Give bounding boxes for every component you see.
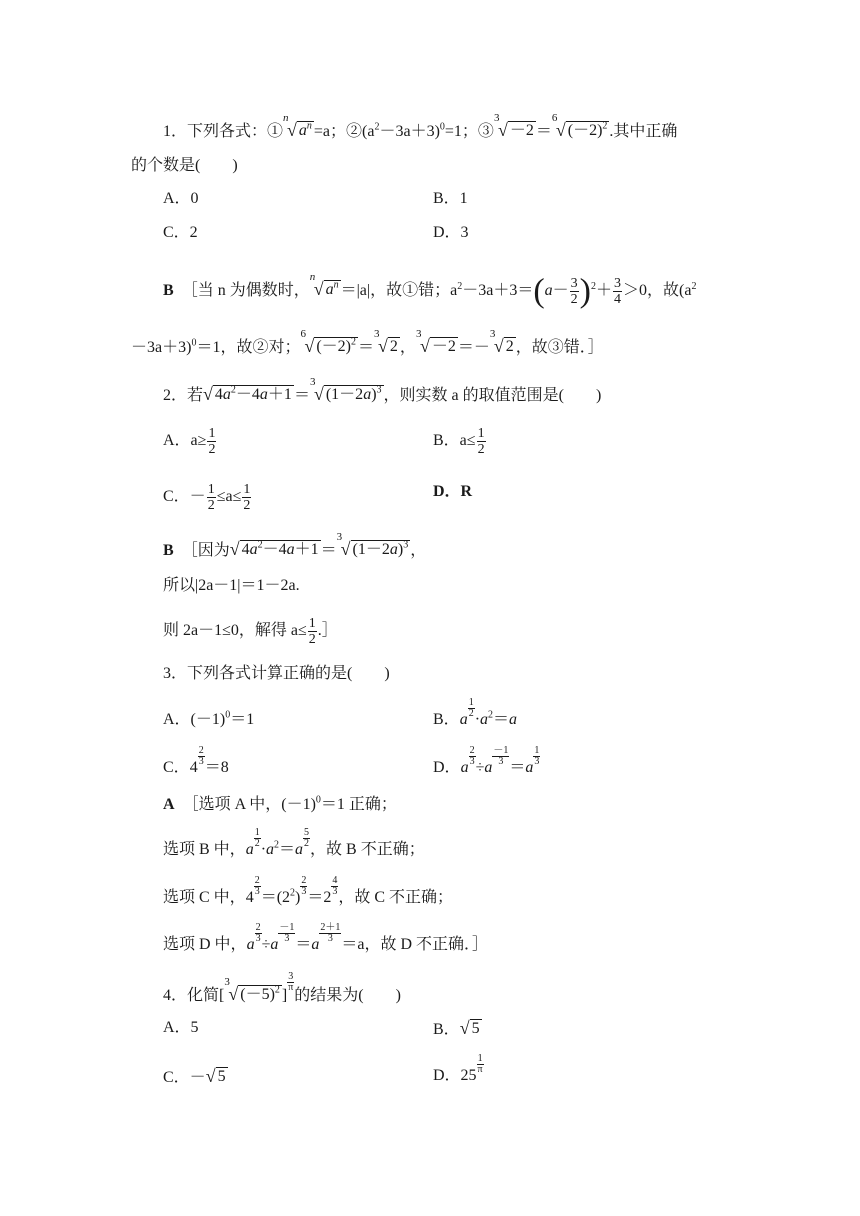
q3-stem: 3．下列各式计算正确的是( ) (163, 665, 390, 682)
q1-option-b: B．1 (433, 190, 468, 207)
q3-option-b: B．a $\frac{1}{2}$ $\cdot a^2=a$ (433, 697, 518, 728)
q3-answer-line4: 选项 D 中，a $\frac{2}{3}$ ÷a $\frac{-1}{3}$ ＝a $\frac{2+1}{3}$ ＝a，故 D 不正确．］ (163, 922, 489, 953)
q3-option-d: D．a $\frac{2}{3}$ ÷a $\frac{-1}{3}$ ＝a $\frac{1}{3}$ (433, 745, 540, 776)
q2-answer-line1: B ［因为 √ $4a^2-4a+1$ ＝ 3 √ $(1-2a)^3$ ， (163, 531, 427, 559)
q1-answer-line2: －3a＋3)$^0$＝1，故②对； 6 √ $(-2)^2$ ＝ 3 √ 2 ， 3 √ －2 ＝－ 3 √ 2 ，故③错．］ (131, 328, 604, 356)
q2-option-d: D．R (433, 483, 473, 500)
q1-stem-line2: 的个数是( ) (131, 157, 238, 174)
q4-option-a: A．5 (163, 1019, 199, 1036)
q2-answer-line3: 则 2a－1≤0，解得 a≤ $\frac{1}{2}$ .］ (163, 616, 338, 647)
q2-stem: 2．若 √ $4a^2-4a+1$ ＝ 3 √ $(1-2a)^3$ ，则实数 a 的取值范围是( ) (163, 376, 602, 404)
q2-answer-letter: B (163, 542, 174, 559)
q3-option-c: C．4 $\frac{2}{3}$ ＝8 (163, 745, 229, 776)
q1-option-a: A．0 (163, 190, 199, 207)
q1-option-c: C．2 (163, 224, 198, 241)
q2-option-c: C．－ $\frac{1}{2}$ ≤a≤ $\frac{1}{2}$ (163, 482, 251, 513)
q4-option-b: B． √ 5 (433, 1018, 480, 1038)
q4-stem: 4．化简[ 3 √ $(-5)^2$ ] $\frac{3}{\pi}$ 的结果为( ) (163, 971, 401, 1004)
q3-option-a: A．$(-1)^0=1$ (163, 709, 255, 728)
q4-option-d: D．25 $\frac{1}{\pi}$ (433, 1053, 483, 1084)
q3-answer-line2: 选项 B 中，a $\frac{1}{2}$ $\cdot a^2=a$ $\frac{5}{2}$ ，故 B 不正确； (163, 827, 425, 858)
q4-option-c: C．－ √ 5 (163, 1066, 226, 1086)
q2-option-a: A．a≥ $\frac{1}{2}$ (163, 426, 216, 457)
q3-answer-letter: A (163, 796, 175, 813)
q1-answer-line1: B ［当 n 为偶数时， n √ $a^n$ ＝|a|，故①错；$a^2-3a+3=(a-$ $\frac{3}{2}$ )$^2$＋ $\frac{3}{4}$ ＞0，故($a^2$ (163, 271, 697, 310)
q2-option-b: B．a≤ $\frac{1}{2}$ (433, 426, 485, 457)
q2-answer-line2: 所以|2a－1|＝1－2a. (163, 577, 300, 594)
q1-answer-letter: B (163, 282, 174, 300)
q3-answer-line3: 选项 C 中，4 $\frac{2}{3}$ $=(2^2)$ $\frac{2}{3}$ ＝2 $\frac{4}{3}$ ，故 C 不正确； (163, 875, 454, 906)
q1-stem-line1: 1．下列各式：① n √ $a^n$ =a；$②(a^2-3a+3)^0=1$；③ 3 √ －2 ＝ 6 √ $(-2)^2$ .其中正确 (163, 112, 678, 140)
q1-option-d: D．3 (433, 224, 469, 241)
q3-answer-line1: A ［选项 A 中，$(-1)^0=1$ 正确； (163, 794, 397, 813)
